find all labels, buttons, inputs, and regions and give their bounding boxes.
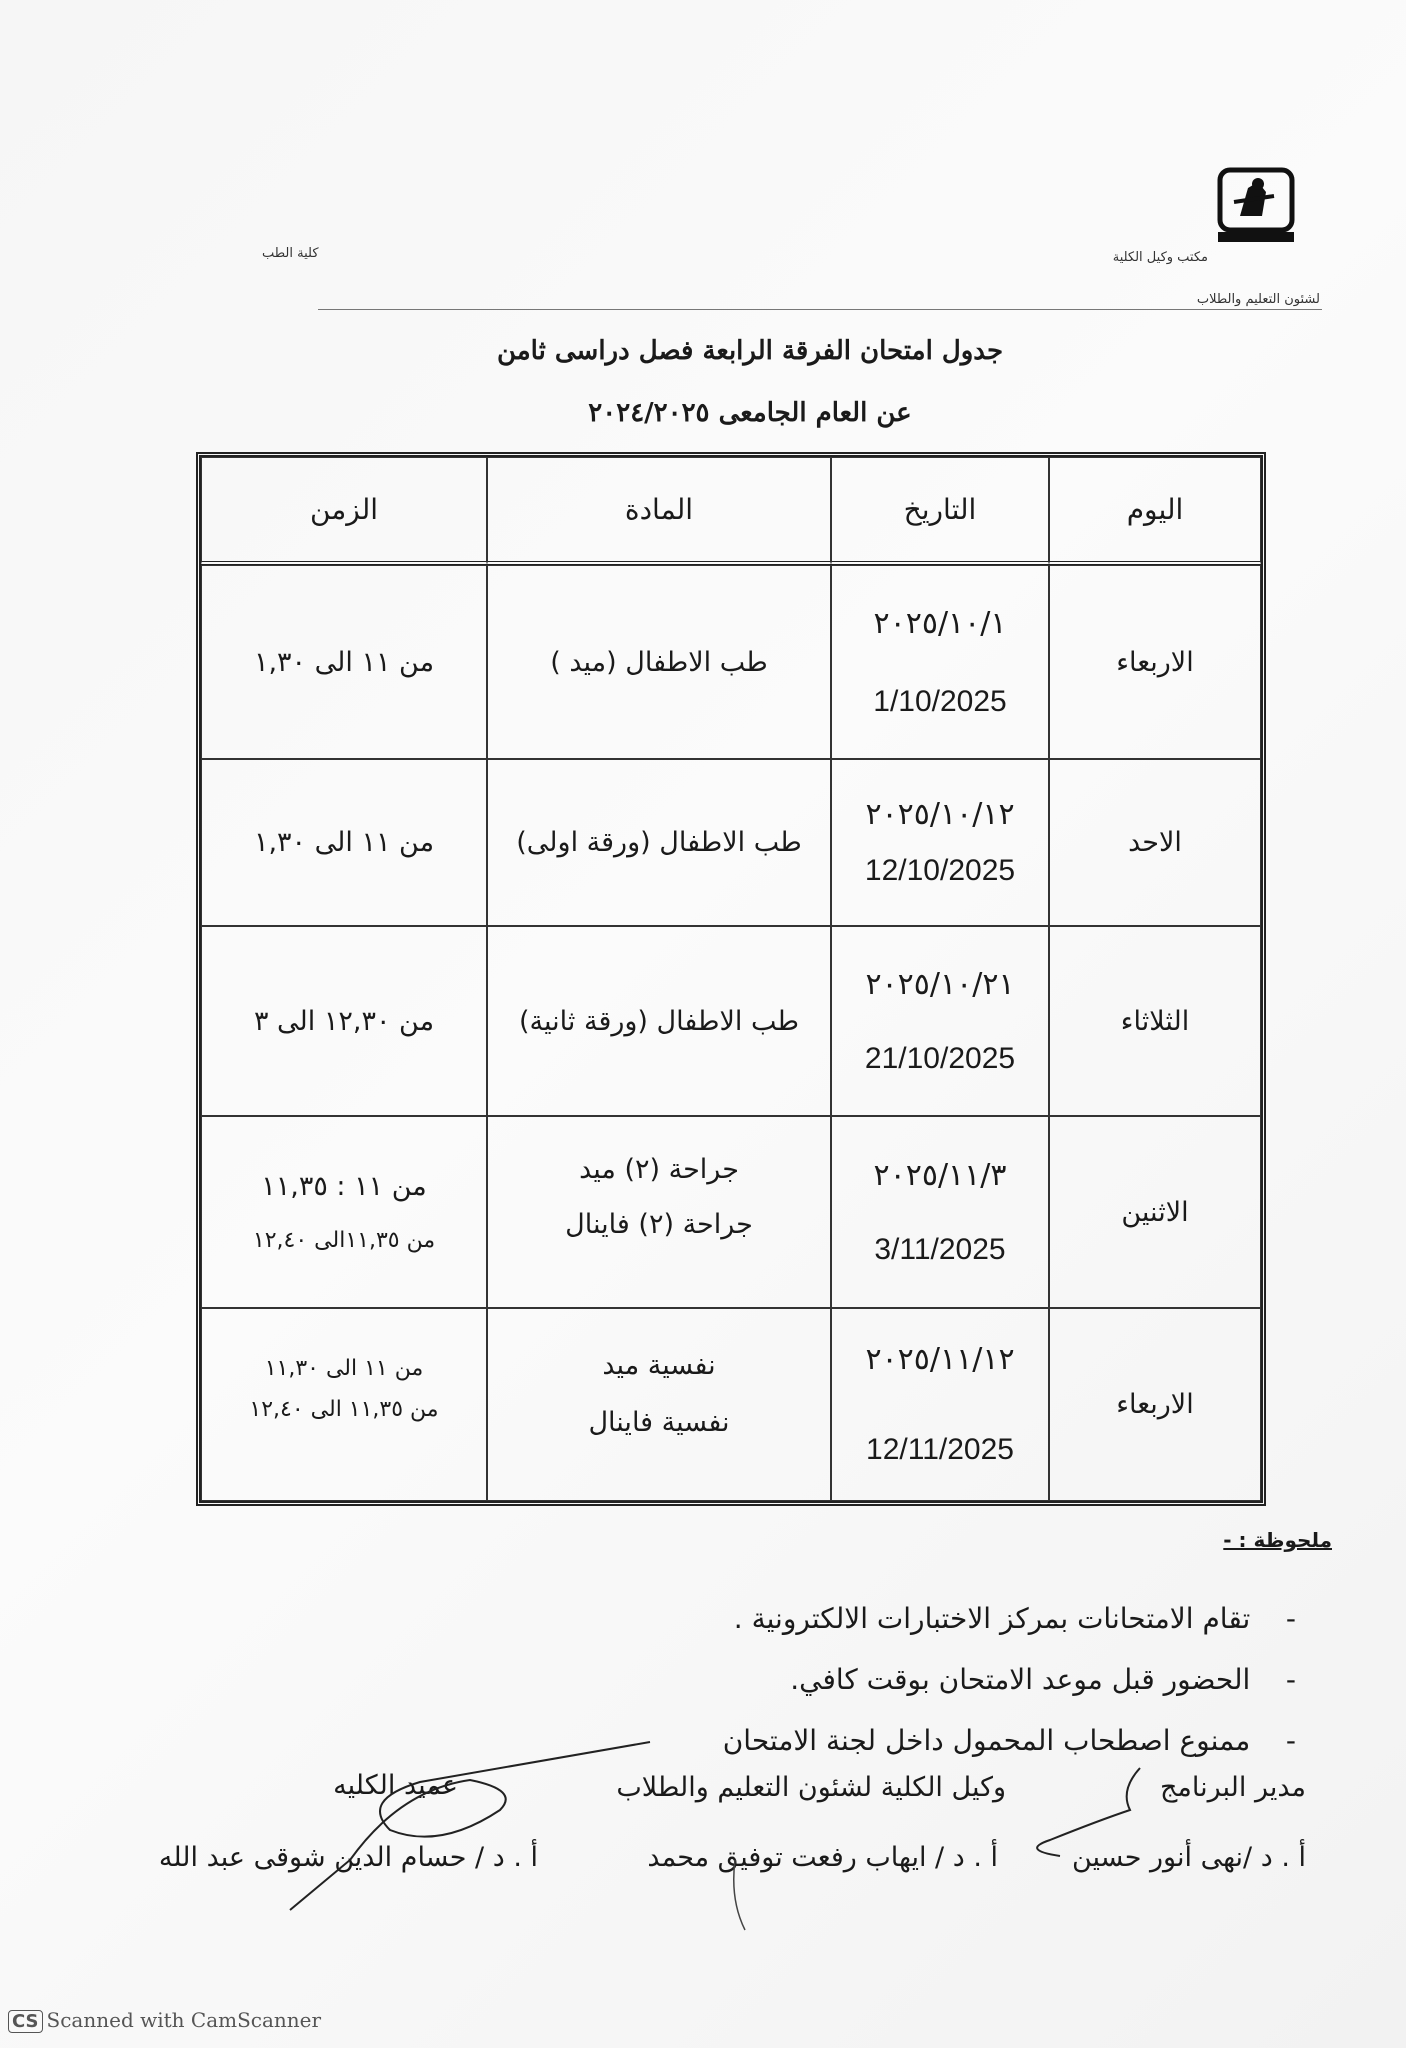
header-date: التاريخ (831, 457, 1049, 565)
day-cell: الاحد (1049, 759, 1261, 926)
date-arabic: ٢٠٢٥/١٠/١ (873, 605, 1007, 641)
program-director-name: أ . د /نهى أنور حسين (1071, 1842, 1306, 1873)
dean-role: عميد الكليه (333, 1770, 458, 1801)
vice-dean-role: وكيل الكلية لشئون التعليم والطلاب (616, 1772, 1006, 1803)
date-latin: 12/11/2025 (866, 1433, 1014, 1466)
subject-line: جراحة (٢) ميد (579, 1154, 739, 1185)
scanner-watermark (8, 2008, 321, 2033)
time-line: من ١١ الى ١١,٣٠ (264, 1355, 424, 1381)
date-arabic: ٢٠٢٥/١٠/٢١ (865, 966, 1015, 1002)
day-cell: الاثنين (1049, 1116, 1261, 1308)
page-title: جدول امتحان الفرقة الرابعة فصل دراسى ثامن (496, 336, 1004, 366)
note-text: ممنوع اصطحاب المحمول داخل لجنة الامتحان (722, 1724, 1251, 1757)
date-latin: 1/10/2025 (873, 684, 1007, 718)
date-latin: 3/11/2025 (874, 1232, 1006, 1266)
office-label: مكتب وكيل الكلية (1112, 250, 1208, 265)
header-subject: المادة (487, 457, 831, 565)
time-cell: من ١١ الى ١,٣٠ (201, 565, 487, 759)
program-director-role: مدير البرنامج (1159, 1772, 1306, 1803)
note-text: تقام الامتحانات بمركز الاختبارات الالكترونية . (733, 1602, 1251, 1635)
date-arabic: ٢٠٢٥/١١/٣ (873, 1157, 1007, 1193)
note-item: - الحضور قبل موعد الامتحان بوقت كافي. (790, 1663, 1296, 1696)
date-arabic: ٢٠٢٥/١١/١٢ (865, 1342, 1015, 1377)
time-line: من ١١,٣٥الى ١٢,٤٠ (252, 1228, 436, 1253)
scanner-text: Scanned with CamScanner (46, 2008, 322, 2032)
day-cell: الاربعاء (1049, 565, 1261, 759)
note-item: - تقام الامتحانات بمركز الاختبارات الالكترونية . (733, 1602, 1296, 1635)
time-line: من ١١,٣٥ الى ١٢,٤٠ (249, 1396, 439, 1422)
camscanner-logo-icon: CS (8, 2010, 43, 2033)
time-cell: من ١١ الى ١,٣٠ (201, 759, 487, 926)
affairs-label: لشئون التعليم والطلاب (1196, 292, 1320, 307)
notes-title: ملحوظة : - (1223, 1528, 1332, 1552)
subject-cell: طب الاطفال (ورقة ثانية) (487, 926, 831, 1116)
note-item: - ممنوع اصطحاب المحمول داخل لجنة الامتحان (722, 1724, 1296, 1757)
subject-line: جراحة (٢) فاينال (565, 1209, 753, 1240)
note-text: الحضور قبل موعد الامتحان بوقت كافي. (790, 1663, 1251, 1696)
date-latin: 21/10/2025 (864, 1041, 1016, 1075)
header-day: اليوم (1049, 457, 1261, 565)
subject-line: نفسية فاينال (588, 1406, 730, 1438)
subject-cell: طب الاطفال (ميد ) (487, 565, 831, 759)
time-cell: من ١٢,٣٠ الى ٣ (201, 926, 487, 1116)
faculty-label: كلية الطب (262, 246, 319, 261)
time-line: من ١١ : ١١,٣٥ (261, 1171, 427, 1202)
page-subtitle: عن العام الجامعى ٢٠٢٤/٢٠٢٥ (588, 398, 912, 428)
date-latin: 12/10/2025 (864, 854, 1016, 887)
day-cell: الثلاثاء (1049, 926, 1261, 1116)
date-arabic: ٢٠٢٥/١٠/١٢ (865, 797, 1015, 832)
header-time: الزمن (201, 457, 487, 565)
day-cell: الاربعاء (1049, 1308, 1261, 1501)
vice-dean-name: أ . د / ايهاب رفعت توفيق محمد (647, 1842, 998, 1873)
subject-cell: طب الاطفال (ورقة اولى) (487, 759, 831, 926)
subject-line: نفسية ميد (602, 1349, 716, 1381)
dean-name: أ . د / حسام الدين شوقى عبد الله (158, 1842, 538, 1873)
